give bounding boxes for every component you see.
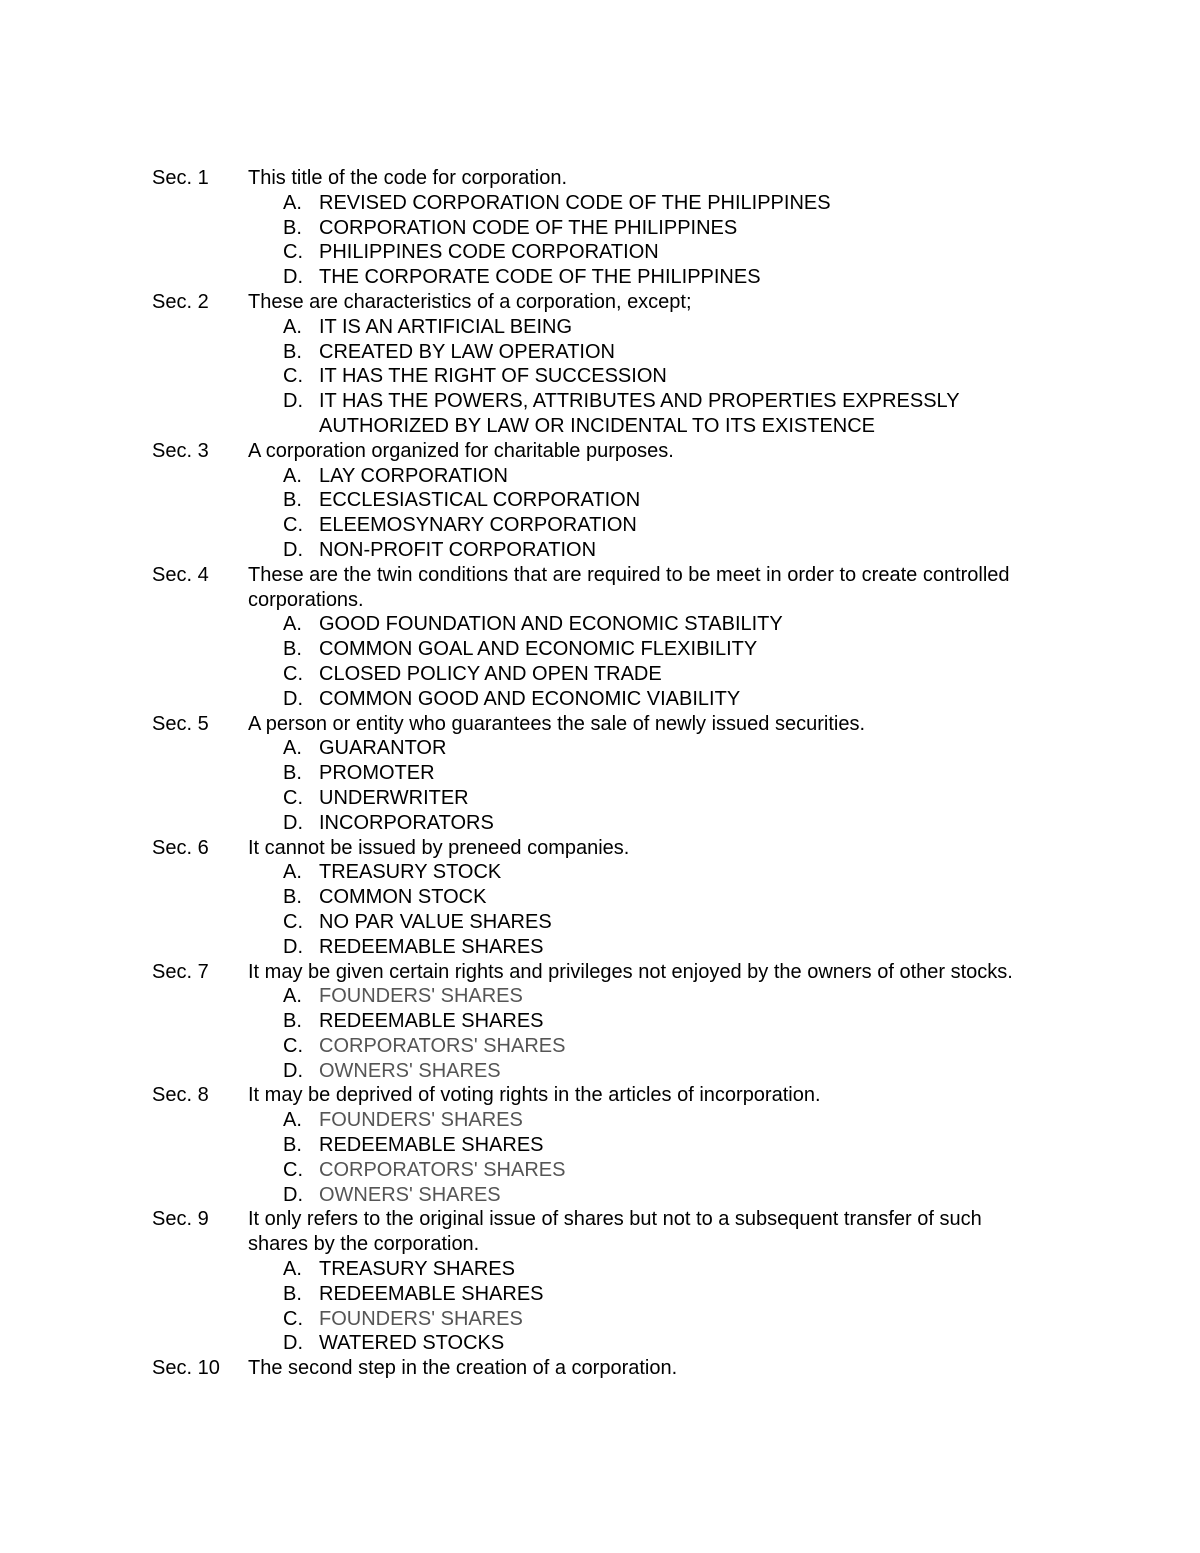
question-row [152, 836, 1032, 861]
option-text: THE CORPORATE CODE OF THE PHILIPPINES [319, 266, 761, 289]
question-row [152, 290, 1032, 315]
question-row [152, 563, 1032, 613]
option-letter: B. [283, 489, 302, 512]
option-text: CLOSED POLICY AND OPEN TRADE [319, 662, 662, 685]
question-text: It cannot be issued by preneed companies. [248, 836, 630, 859]
option-letter: D. [283, 1059, 303, 1082]
option-item [283, 538, 1032, 563]
question-text: This title of the code for corporation. [248, 167, 568, 189]
question-2 [152, 290, 1032, 439]
option-item [283, 910, 1032, 935]
section-label: Sec. 8 [152, 1084, 209, 1107]
question-row [152, 1356, 1032, 1381]
question-text: It may be deprived of voting rights in the articles of incorporation. [248, 1084, 821, 1107]
option-letter: A. [283, 1109, 302, 1132]
option-list [152, 612, 1032, 711]
option-item [283, 637, 1032, 662]
option-list [152, 191, 1032, 290]
option-letter: D. [283, 811, 303, 834]
question-text: The second step in the creation of a corporation. [248, 1357, 678, 1380]
option-list [152, 464, 1032, 563]
question-10 [152, 1356, 1032, 1381]
option-item [283, 488, 1032, 513]
option-item [283, 885, 1032, 910]
option-letter: D. [283, 935, 303, 958]
option-letter: D. [283, 687, 303, 710]
question-9 [152, 1207, 1032, 1356]
option-item [283, 1257, 1032, 1282]
option-text: CREATED BY LAW OPERATION [319, 340, 615, 363]
option-letter: B. [283, 1282, 302, 1305]
question-row [152, 439, 1032, 464]
question-6 [152, 836, 1032, 960]
question-8 [152, 1083, 1032, 1207]
option-text: CORPORATORS' SHARES [319, 1158, 566, 1181]
option-text: IT HAS THE POWERS, ATTRIBUTES AND PROPERTIES EXPRESSLY AUTHORIZED BY LAW OR INCIDENTAL TO ITS EXISTENCE [319, 390, 960, 437]
question-text: It may be given certain rights and privileges not enjoyed by the owners of other stocks. [248, 960, 1013, 983]
question-1 [152, 166, 1032, 290]
option-item [283, 860, 1032, 885]
option-item [283, 736, 1032, 761]
option-text: OWNERS' SHARES [319, 1183, 501, 1206]
option-item [283, 216, 1032, 241]
section-label: Sec. 9 [152, 1208, 209, 1231]
option-text: GUARANTOR [319, 737, 447, 760]
option-list [152, 1257, 1032, 1356]
option-letter: C. [283, 1307, 303, 1330]
option-item [283, 761, 1032, 786]
option-letter: B. [283, 638, 302, 661]
question-row [152, 1207, 1032, 1257]
question-3 [152, 439, 1032, 563]
option-letter: D. [283, 390, 303, 413]
option-list [152, 1108, 1032, 1207]
option-letter: A. [283, 1258, 302, 1281]
option-item [283, 612, 1032, 637]
question-text: It only refers to the original issue of shares but not to a subsequent transfer of such shares by the corporation. [248, 1208, 982, 1256]
option-letter: A. [283, 613, 302, 636]
option-item [283, 935, 1032, 960]
option-item [283, 1059, 1032, 1084]
section-label: Sec. 1 [152, 167, 209, 189]
option-list [152, 984, 1032, 1083]
question-text: These are the twin conditions that are required to be meet in order to create controlled corporations. [248, 563, 1010, 611]
option-item [283, 1108, 1032, 1133]
option-item [283, 1331, 1032, 1356]
option-text: TREASURY SHARES [319, 1258, 515, 1281]
section-label: Sec. 6 [152, 836, 209, 859]
option-text: REVISED CORPORATION CODE OF THE PHILIPPINES [319, 191, 831, 214]
option-letter: B. [283, 886, 302, 909]
option-item [283, 662, 1032, 687]
option-text: TREASURY STOCK [319, 861, 502, 884]
option-letter: B. [283, 340, 302, 363]
option-text: REDEEMABLE SHARES [319, 1010, 544, 1033]
option-text: COMMON STOCK [319, 886, 487, 909]
option-item [283, 315, 1032, 340]
option-text: INCORPORATORS [319, 811, 494, 834]
option-item [283, 364, 1032, 389]
option-letter: C. [283, 1158, 303, 1181]
option-text: COMMON GOAL AND ECONOMIC FLEXIBILITY [319, 638, 758, 661]
option-list [152, 315, 1032, 439]
option-text: REDEEMABLE SHARES [319, 935, 544, 958]
option-text: CORPORATION CODE OF THE PHILIPPINES [319, 216, 738, 239]
section-label: Sec. 10 [152, 1357, 220, 1380]
option-item [283, 1307, 1032, 1332]
section-label: Sec. 3 [152, 439, 209, 462]
option-letter: B. [283, 1134, 302, 1157]
option-text: COMMON GOOD AND ECONOMIC VIABILITY [319, 687, 741, 710]
question-text: A person or entity who guarantees the sale of newly issued securities. [248, 712, 866, 735]
option-text: UNDERWRITER [319, 786, 469, 809]
option-item [283, 1282, 1032, 1307]
question-text: These are characteristics of a corporation, except; [248, 290, 692, 313]
option-item [283, 984, 1032, 1009]
option-text: LAY CORPORATION [319, 464, 508, 487]
option-letter: A. [283, 861, 302, 884]
section-label: Sec. 2 [152, 290, 209, 313]
option-letter: C. [283, 514, 303, 537]
option-letter: B. [283, 216, 302, 239]
option-text: NO PAR VALUE SHARES [319, 910, 552, 933]
section-label: Sec. 5 [152, 712, 209, 735]
section-label: Sec. 7 [152, 960, 209, 983]
option-text: PROMOTER [319, 762, 435, 785]
question-list [152, 166, 1032, 1381]
option-text: ECCLESIASTICAL CORPORATION [319, 489, 641, 512]
option-list [152, 860, 1032, 959]
option-item [283, 340, 1032, 365]
option-text: FOUNDERS' SHARES [319, 1109, 523, 1132]
option-text: FOUNDERS' SHARES [319, 1307, 523, 1330]
section-label: Sec. 4 [152, 563, 209, 586]
option-item [283, 265, 1032, 290]
question-row [152, 1083, 1032, 1108]
question-7 [152, 960, 1032, 1084]
question-row [152, 960, 1032, 985]
option-item [283, 513, 1032, 538]
option-item [283, 786, 1032, 811]
option-text: ELEEMOSYNARY CORPORATION [319, 514, 637, 537]
option-text: IT HAS THE RIGHT OF SUCCESSION [319, 365, 667, 388]
option-text: NON-PROFIT CORPORATION [319, 538, 597, 561]
option-letter: B. [283, 762, 302, 785]
question-row [152, 166, 1032, 191]
option-item [283, 464, 1032, 489]
option-letter: C. [283, 365, 303, 388]
option-letter: D. [283, 1183, 303, 1206]
option-text: CORPORATORS' SHARES [319, 1034, 566, 1057]
option-item [283, 811, 1032, 836]
option-text: REDEEMABLE SHARES [319, 1134, 544, 1157]
option-text: WATERED STOCKS [319, 1332, 505, 1355]
option-letter: A. [283, 985, 302, 1008]
question-row [152, 712, 1032, 737]
option-letter: B. [283, 1010, 302, 1033]
option-item [283, 191, 1032, 216]
option-letter: D. [283, 1332, 303, 1355]
option-text: FOUNDERS' SHARES [319, 985, 523, 1008]
option-text: IT IS AN ARTIFICIAL BEING [319, 315, 573, 338]
option-letter: C. [283, 241, 303, 264]
option-letter: C. [283, 786, 303, 809]
option-item [283, 1009, 1032, 1034]
option-text: GOOD FOUNDATION AND ECONOMIC STABILITY [319, 613, 783, 636]
option-item [283, 240, 1032, 265]
option-letter: D. [283, 266, 303, 289]
option-item [283, 1183, 1032, 1208]
option-text: PHILIPPINES CODE CORPORATION [319, 241, 659, 264]
option-item [283, 1034, 1032, 1059]
option-item [283, 687, 1032, 712]
option-letter: A. [283, 191, 302, 214]
option-list [152, 736, 1032, 835]
option-letter: D. [283, 538, 303, 561]
option-letter: C. [283, 910, 303, 933]
question-4 [152, 563, 1032, 712]
option-letter: A. [283, 315, 302, 338]
option-letter: C. [283, 1034, 303, 1057]
option-item [283, 1133, 1032, 1158]
option-text: OWNERS' SHARES [319, 1059, 501, 1082]
question-text: A corporation organized for charitable purposes. [248, 439, 674, 462]
option-letter: C. [283, 662, 303, 685]
option-letter: A. [283, 464, 302, 487]
option-text: REDEEMABLE SHARES [319, 1282, 544, 1305]
question-5 [152, 712, 1032, 836]
option-letter: A. [283, 737, 302, 760]
option-item [283, 389, 1032, 439]
option-item [283, 1158, 1032, 1183]
